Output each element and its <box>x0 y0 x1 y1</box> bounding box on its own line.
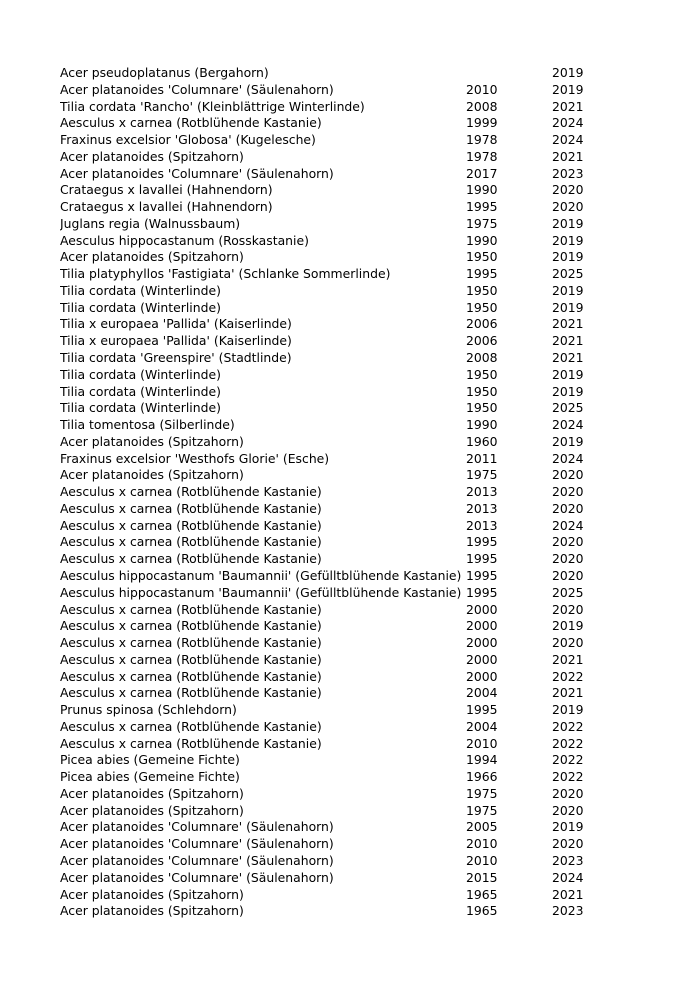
table-row <box>60 182 600 199</box>
inspection-year-cell: 2023 <box>552 165 584 181</box>
table-row <box>60 803 600 820</box>
inspection-year-cell: 2020 <box>552 500 584 516</box>
table-row <box>60 769 600 786</box>
planted-year-cell: 1950 <box>466 299 498 315</box>
species-cell: Aesculus x carnea (Rotblühende Kastanie) <box>60 651 322 667</box>
inspection-year-cell: 2022 <box>552 769 584 785</box>
species-cell: Fraxinus excelsior 'Globosa' (Kugelesche) <box>60 132 316 148</box>
planted-year-cell: 2017 <box>466 165 498 181</box>
species-cell: Picea abies (Gemeine Fichte) <box>60 752 240 768</box>
planted-year-cell: 1966 <box>466 769 498 785</box>
inspection-year-cell: 2019 <box>552 65 584 80</box>
table-row <box>60 434 600 451</box>
planted-year-cell: 1995 <box>466 199 498 215</box>
planted-year-cell: 1995 <box>466 266 498 282</box>
planted-year-cell: 1950 <box>466 282 498 298</box>
planted-year-cell: 2006 <box>466 316 498 332</box>
planted-year-cell: 2013 <box>466 517 498 533</box>
planted-year-cell: 2000 <box>466 668 498 684</box>
inspection-year-cell: 2020 <box>552 836 584 852</box>
inspection-year-cell: 2019 <box>552 819 584 835</box>
species-cell: Tilia cordata (Winterlinde) <box>60 400 221 416</box>
table-row <box>60 467 600 484</box>
planted-year-cell: 1965 <box>466 903 498 919</box>
inspection-year-cell: 2023 <box>552 903 584 919</box>
inspection-year-cell: 2024 <box>552 517 584 533</box>
inspection-year-cell: 2019 <box>552 232 584 248</box>
table-row <box>60 685 600 702</box>
species-cell: Acer platanoides (Spitzahorn) <box>60 467 244 483</box>
species-cell: Acer platanoides 'Columnare' (Säulenahorn) <box>60 81 334 97</box>
planted-year-cell: 2005 <box>466 819 498 835</box>
table-row <box>60 669 600 686</box>
species-cell: Acer pseudoplatanus (Bergahorn) <box>60 65 269 80</box>
inspection-year-cell: 2022 <box>552 735 584 751</box>
species-cell: Aesculus hippocastanum 'Baumannii' (Gefülltblühende Kastanie) <box>60 567 462 583</box>
planted-year-cell: 1978 <box>466 148 498 164</box>
table-row <box>60 870 600 887</box>
inspection-year-cell: 2020 <box>552 635 584 651</box>
table-row <box>60 786 600 803</box>
species-cell: Acer platanoides (Spitzahorn) <box>60 785 244 801</box>
inspection-year-cell: 2019 <box>552 299 584 315</box>
inspection-year-cell: 2020 <box>552 601 584 617</box>
table-row <box>60 702 600 719</box>
inspection-year-cell: 2019 <box>552 433 584 449</box>
inspection-year-cell: 2024 <box>552 869 584 885</box>
planted-year-cell: 1965 <box>466 886 498 902</box>
table-row <box>60 99 600 116</box>
planted-year-cell: 1990 <box>466 182 498 198</box>
planted-year-cell <box>466 65 552 82</box>
inspection-year-cell: 2021 <box>552 651 584 667</box>
species-cell: Prunus spinosa (Schlehdorn) <box>60 702 237 718</box>
planted-year-cell: 1995 <box>466 584 498 600</box>
inspection-year-cell: 2024 <box>552 417 584 433</box>
species-cell: Tilia tomentosa (Silberlinde) <box>60 417 235 433</box>
species-cell: Tilia cordata (Winterlinde) <box>60 282 221 298</box>
species-cell: Crataegus x lavallei (Hahnendorn) <box>60 199 273 215</box>
inspection-year-cell: 2019 <box>552 383 584 399</box>
planted-year-cell: 1990 <box>466 232 498 248</box>
species-cell: Tilia cordata (Winterlinde) <box>60 366 221 382</box>
planted-year-cell: 1950 <box>466 249 498 265</box>
tree-table <box>60 65 600 920</box>
inspection-year-cell: 2021 <box>552 98 584 114</box>
species-cell: Tilia platyphyllos 'Fastigiata' (Schlanke Sommerlinde) <box>60 266 391 282</box>
species-cell: Aesculus hippocastanum 'Baumannii' (Gefülltblühende Kastanie) <box>60 584 462 600</box>
planted-year-cell: 2000 <box>466 618 498 634</box>
species-cell: Fraxinus excelsior 'Westhofs Glorie' (Esche) <box>60 450 330 466</box>
species-cell: Aesculus x carnea (Rotblühende Kastanie) <box>60 718 322 734</box>
inspection-year-cell: 2019 <box>552 366 584 382</box>
inspection-year-cell: 2021 <box>552 148 584 164</box>
table-row <box>60 585 600 602</box>
inspection-year-cell: 2025 <box>552 266 584 282</box>
species-cell: Aesculus x carnea (Rotblühende Kastanie) <box>60 500 322 516</box>
species-cell: Tilia x europaea 'Pallida' (Kaiserlinde) <box>60 333 292 349</box>
table-row <box>60 819 600 836</box>
table-row <box>60 652 600 669</box>
species-cell: Tilia cordata (Winterlinde) <box>60 383 221 399</box>
table-row <box>60 719 600 736</box>
species-cell: Tilia cordata (Winterlinde) <box>60 299 221 315</box>
inspection-year-cell: 2020 <box>552 467 584 483</box>
planted-year-cell: 2008 <box>466 98 498 114</box>
table-row <box>60 82 600 99</box>
table-row <box>60 216 600 233</box>
species-cell: Aesculus x carnea (Rotblühende Kastanie) <box>60 115 322 131</box>
planted-year-cell: 1990 <box>466 417 498 433</box>
table-row <box>60 65 600 82</box>
planted-year-cell: 1975 <box>466 802 498 818</box>
table-row <box>60 518 600 535</box>
species-cell: Aesculus x carnea (Rotblühende Kastanie) <box>60 618 322 634</box>
inspection-year-cell: 2022 <box>552 718 584 734</box>
inspection-year-cell: 2020 <box>552 484 584 500</box>
species-cell: Acer platanoides 'Columnare' (Säulenahorn) <box>60 165 334 181</box>
table-row <box>60 132 600 149</box>
species-cell: Tilia cordata 'Greenspire' (Stadtlinde) <box>60 350 292 366</box>
inspection-year-cell: 2020 <box>552 534 584 550</box>
planted-year-cell: 2011 <box>466 450 498 466</box>
planted-year-cell: 2008 <box>466 350 498 366</box>
planted-year-cell: 1978 <box>466 132 498 148</box>
table-row <box>60 853 600 870</box>
inspection-year-cell: 2025 <box>552 400 584 416</box>
inspection-year-cell: 2020 <box>552 785 584 801</box>
tree-table-body <box>60 65 600 920</box>
inspection-year-cell: 2025 <box>552 584 584 600</box>
table-row <box>60 149 600 166</box>
inspection-year-cell: 2020 <box>552 182 584 198</box>
species-cell: Acer platanoides (Spitzahorn) <box>60 802 244 818</box>
planted-year-cell: 1975 <box>466 215 498 231</box>
table-row <box>60 333 600 350</box>
planted-year-cell: 2013 <box>466 500 498 516</box>
species-cell: Acer platanoides 'Columnare' (Säulenahorn) <box>60 852 334 868</box>
inspection-year-cell: 2021 <box>552 316 584 332</box>
species-cell: Acer platanoides (Spitzahorn) <box>60 249 244 265</box>
inspection-year-cell: 2020 <box>552 567 584 583</box>
table-row <box>60 534 600 551</box>
table-row <box>60 836 600 853</box>
table-row <box>60 199 600 216</box>
table-row <box>60 115 600 132</box>
inspection-year-cell: 2024 <box>552 132 584 148</box>
table-row <box>60 501 600 518</box>
planted-year-cell: 1975 <box>466 785 498 801</box>
planted-year-cell: 2006 <box>466 333 498 349</box>
planted-year-cell: 2010 <box>466 735 498 751</box>
inspection-year-cell: 2019 <box>552 249 584 265</box>
inspection-year-cell: 2022 <box>552 668 584 684</box>
species-cell: Aesculus x carnea (Rotblühende Kastanie) <box>60 635 322 651</box>
planted-year-cell: 2015 <box>466 869 498 885</box>
inspection-year-cell: 2020 <box>552 802 584 818</box>
species-cell: Acer platanoides (Spitzahorn) <box>60 886 244 902</box>
table-row <box>60 417 600 434</box>
planted-year-cell: 2010 <box>466 852 498 868</box>
table-row <box>60 166 600 183</box>
planted-year-cell: 1995 <box>466 551 498 567</box>
inspection-year-cell: 2019 <box>552 282 584 298</box>
table-row <box>60 887 600 904</box>
species-cell: Tilia x europaea 'Pallida' (Kaiserlinde) <box>60 316 292 332</box>
planted-year-cell: 1995 <box>466 567 498 583</box>
table-row <box>60 249 600 266</box>
planted-year-cell: 1975 <box>466 467 498 483</box>
table-row <box>60 551 600 568</box>
species-cell: Aesculus x carnea (Rotblühende Kastanie) <box>60 551 322 567</box>
inspection-year-cell: 2021 <box>552 333 584 349</box>
table-row <box>60 602 600 619</box>
table-row <box>60 618 600 635</box>
inspection-year-cell: 2019 <box>552 702 584 718</box>
table-row <box>60 451 600 468</box>
species-cell: Aesculus x carnea (Rotblühende Kastanie) <box>60 517 322 533</box>
table-row <box>60 635 600 652</box>
table-row <box>60 300 600 317</box>
species-cell: Aesculus x carnea (Rotblühende Kastanie) <box>60 735 322 751</box>
species-cell: Acer platanoides (Spitzahorn) <box>60 903 244 919</box>
planted-year-cell: 2000 <box>466 601 498 617</box>
species-cell: Aesculus x carnea (Rotblühende Kastanie) <box>60 601 322 617</box>
planted-year-cell: 2010 <box>466 836 498 852</box>
inspection-year-cell: 2020 <box>552 551 584 567</box>
species-cell: Juglans regia (Walnussbaum) <box>60 215 241 231</box>
table-row <box>60 367 600 384</box>
inspection-year-cell: 2021 <box>552 350 584 366</box>
table-row <box>60 384 600 401</box>
table-row <box>60 568 600 585</box>
species-cell: Acer platanoides 'Columnare' (Säulenahorn) <box>60 819 334 835</box>
species-cell: Acer platanoides 'Columnare' (Säulenahorn) <box>60 869 334 885</box>
table-row <box>60 233 600 250</box>
planted-year-cell: 1950 <box>466 400 498 416</box>
planted-year-cell: 1960 <box>466 433 498 449</box>
planted-year-cell: 1995 <box>466 702 498 718</box>
table-row <box>60 484 600 501</box>
planted-year-cell: 2000 <box>466 651 498 667</box>
planted-year-cell: 1994 <box>466 752 498 768</box>
table-row <box>60 752 600 769</box>
table-row <box>60 316 600 333</box>
inspection-year-cell: 2021 <box>552 685 584 701</box>
table-row <box>60 400 600 417</box>
planted-year-cell: 2013 <box>466 484 498 500</box>
species-cell: Picea abies (Gemeine Fichte) <box>60 769 240 785</box>
planted-year-cell: 2010 <box>466 81 498 97</box>
species-cell: Aesculus hippocastanum (Rosskastanie) <box>60 232 309 248</box>
species-cell: Aesculus x carnea (Rotblühende Kastanie) <box>60 685 322 701</box>
table-row <box>60 266 600 283</box>
planted-year-cell: 1950 <box>466 366 498 382</box>
species-cell: Acer platanoides 'Columnare' (Säulenahorn) <box>60 836 334 852</box>
planted-year-cell: 2004 <box>466 718 498 734</box>
inspection-year-cell: 2023 <box>552 852 584 868</box>
species-cell: Aesculus x carnea (Rotblühende Kastanie) <box>60 534 322 550</box>
species-cell: Tilia cordata 'Rancho' (Kleinblättrige Winterlinde) <box>60 98 365 114</box>
species-cell: Crataegus x lavallei (Hahnendorn) <box>60 182 273 198</box>
inspection-year-cell: 2024 <box>552 115 584 131</box>
inspection-year-cell: 2021 <box>552 886 584 902</box>
table-row <box>60 283 600 300</box>
inspection-year-cell: 2024 <box>552 450 584 466</box>
table-row <box>60 903 600 920</box>
planted-year-cell: 2000 <box>466 635 498 651</box>
inspection-year-cell: 2019 <box>552 81 584 97</box>
inspection-year-cell: 2019 <box>552 618 584 634</box>
table-row <box>60 350 600 367</box>
species-cell: Acer platanoides (Spitzahorn) <box>60 433 244 449</box>
planted-year-cell: 2004 <box>466 685 498 701</box>
inspection-year-cell: 2019 <box>552 215 584 231</box>
planted-year-cell: 1995 <box>466 534 498 550</box>
species-cell: Aesculus x carnea (Rotblühende Kastanie) <box>60 668 322 684</box>
planted-year-cell: 1950 <box>466 383 498 399</box>
inspection-year-cell: 2020 <box>552 199 584 215</box>
inspection-year-cell: 2022 <box>552 752 584 768</box>
species-cell: Acer platanoides (Spitzahorn) <box>60 148 244 164</box>
species-cell: Aesculus x carnea (Rotblühende Kastanie) <box>60 484 322 500</box>
planted-year-cell: 1999 <box>466 115 498 131</box>
table-row <box>60 736 600 753</box>
